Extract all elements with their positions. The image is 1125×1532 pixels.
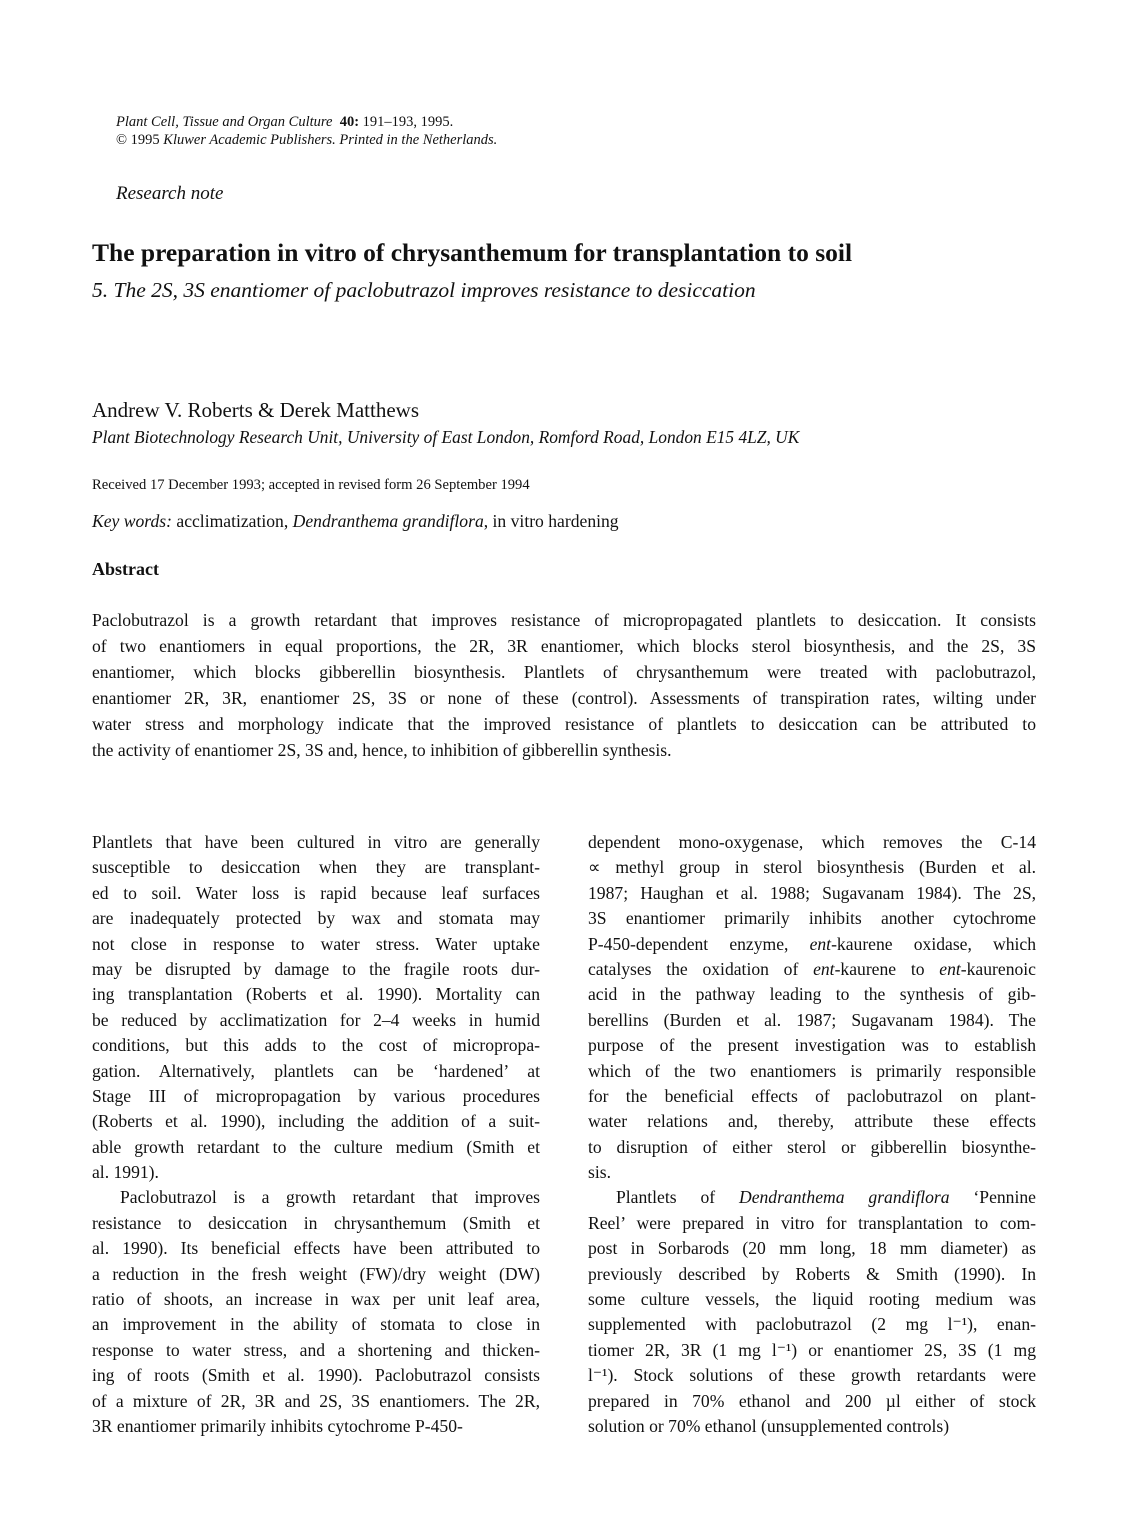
copyright-symbol: © <box>116 132 128 148</box>
paragraph <box>92 830 540 1185</box>
body-right-column <box>588 830 1036 1439</box>
text-line: sis. <box>588 1162 611 1183</box>
text-line: P-450-dependent enzyme, ent-kaurene oxidase, which <box>588 933 1036 954</box>
text-line: 3R enantiomer primarily inhibits cytochrome P-450- <box>92 1415 463 1436</box>
body-left-column <box>92 830 540 1439</box>
text-line: Paclobutrazol is a growth retardant that improves resistance of micropropagated plantlets to desiccation. It consists <box>92 610 1036 630</box>
text-line: are inadequately protected by wax and stomata may <box>92 908 540 929</box>
text-line: Stage III of micropropagation by various procedures <box>92 1085 540 1106</box>
text-line: dependent mono-oxygenase, which removes the C-14 <box>588 832 1036 852</box>
copyright-line <box>116 131 497 149</box>
text-line: enantiomer 2R, 3R, enantiomer 2S, 3S or none of these (control). Assessments of transpiration rates, wilting under <box>92 688 1036 708</box>
paragraph <box>588 1185 1036 1439</box>
text-line: for the beneficial effects of paclobutrazol on plant- <box>588 1085 1036 1106</box>
text-line: an improvement in the ability of stomata to close in <box>92 1314 540 1335</box>
text-line: response to water stress, and a shortening and thicken- <box>92 1339 540 1360</box>
text-line: previously described by Roberts & Smith (1990). In <box>588 1263 1036 1284</box>
text-line: supplemented with paclobutrazol (2 mg l⁻¹), enan- <box>588 1314 1036 1335</box>
affiliation: Plant Biotechnology Research Unit, University of East London, Romford Road, London E15 4LZ, UK <box>92 427 800 447</box>
text-line: l⁻¹). Stock solutions of these growth retardants were <box>588 1365 1036 1386</box>
text-line: purpose of the present investigation was to establish <box>588 1035 1036 1056</box>
keywords-text: acclimatization, Dendranthema grandiflora, in vitro hardening <box>171 511 619 531</box>
text-line: susceptible to desiccation when they are transplant- <box>92 857 540 878</box>
journal-pages: 191–193, 1995. <box>362 114 454 130</box>
text-line: be reduced by acclimatization for 2–4 weeks in humid <box>92 1009 540 1030</box>
section-label: Research note <box>116 183 224 204</box>
text-line: ed to soil. Water loss is rapid because leaf surfaces <box>92 882 540 903</box>
text-line: prepared in 70% ethanol and 200 µl either of stock <box>588 1390 1036 1411</box>
text-line: water relations and, thereby, attribute these effects <box>588 1111 1036 1132</box>
text-line: Paclobutrazol is a growth retardant that improves <box>120 1187 540 1208</box>
text-line: berellins (Burden et al. 1987; Sugavanam 1984). The <box>588 1009 1036 1030</box>
keywords-label: Key words: <box>92 511 172 531</box>
text-line: Plantlets that have been cultured in vitro are generally <box>92 832 540 852</box>
abstract-heading: Abstract <box>92 559 159 579</box>
text-line: a reduction in the fresh weight (FW)/dry weight (DW) <box>92 1263 540 1284</box>
text-line: solution or 70% ethanol (unsupplemented controls) <box>588 1415 950 1436</box>
text-line: of a mixture of 2R, 3R and 2S, 3S enantiomers. The 2R, <box>92 1390 540 1411</box>
journal-citation <box>116 113 453 131</box>
text-line: post in Sorbarods (20 mm long, 18 mm diameter) as <box>588 1238 1036 1259</box>
received-dates: Received 17 December 1993; accepted in revised form 26 September 1994 <box>92 477 530 493</box>
paper-subtitle: 5. The 2S, 3S enantiomer of paclobutrazol improves resistance to desiccation <box>92 278 756 302</box>
text-line: 1987; Haughan et al. 1988; Sugavanam 1984). The 2S, <box>588 882 1036 903</box>
text-line: acid in the pathway leading to the synthesis of gib- <box>588 984 1036 1005</box>
text-line: ing of roots (Smith et al. 1990). Paclobutrazol consists <box>92 1365 540 1386</box>
text-line: which of the two enantiomers is primarily responsible <box>588 1060 1036 1081</box>
paragraph <box>588 830 1036 1185</box>
text-line: of two enantiomers in equal proportions, the 2R, 3R enantiomer, which blocks sterol biosynthesis, and the 2S, 3S <box>92 636 1036 656</box>
authors: Andrew V. Roberts & Derek Matthews <box>92 398 420 422</box>
text-line: al. 1991). <box>92 1162 159 1183</box>
publisher: Kluwer Academic Publishers. Printed in the Netherlands. <box>163 132 498 148</box>
journal-name: Plant Cell, Tissue and Organ Culture <box>116 114 333 130</box>
text-line: ∝ methyl group in sterol biosynthesis (Burden et al. <box>588 857 1036 878</box>
text-line: al. 1990). Its beneficial effects have been attributed to <box>92 1238 540 1259</box>
keywords <box>92 511 619 532</box>
text-line: ing transplantation (Roberts et al. 1990). Mortality can <box>92 984 540 1005</box>
text-line: (Roberts et al. 1990), including the addition of a suit- <box>92 1111 540 1132</box>
text-line: water stress and morphology indicate that the improved resistance of plantlets to desiccation can be attributed to <box>92 714 1036 734</box>
text-line: to disruption of either sterol or gibberellin biosynthe- <box>588 1136 1036 1157</box>
copyright-year: 1995 <box>130 132 160 148</box>
text-line: the activity of enantiomer 2S, 3S and, hence, to inhibition of gibberellin synthesis. <box>92 740 672 760</box>
text-line: resistance to desiccation in chrysanthemum (Smith et <box>92 1212 540 1233</box>
text-line: enantiomer, which blocks gibberellin biosynthesis. Plantlets of chrysanthemum were treated with paclobutrazol, <box>92 662 1036 682</box>
text-line: catalyses the oxidation of ent-kaurene to ent-kaurenoic <box>588 958 1036 979</box>
text-line: Reel’ were prepared in vitro for transplantation to com- <box>588 1212 1036 1233</box>
text-line: not close in response to water stress. Water uptake <box>92 933 540 954</box>
paper-title: The preparation in vitro of chrysanthemum for transplantation to soil <box>92 238 853 267</box>
text-line: tiomer 2R, 3R (1 mg l⁻¹) or enantiomer 2S, 3S (1 mg <box>588 1339 1036 1360</box>
journal-volume: 40: <box>339 114 360 130</box>
text-line: may be disrupted by damage to the fragile roots dur- <box>92 958 540 979</box>
abstract-body <box>92 607 1036 763</box>
text-line: gation. Alternatively, plantlets can be ‘hardened’ at <box>92 1060 540 1081</box>
text-line: ratio of shoots, an increase in wax per unit leaf area, <box>92 1289 540 1310</box>
text-line: some culture vessels, the liquid rooting medium was <box>588 1289 1036 1310</box>
text-line: 3S enantiomer primarily inhibits another cytochrome <box>588 908 1036 929</box>
paragraph <box>92 1185 540 1439</box>
text-line: Plantlets of Dendranthema grandiflora ‘Pennine <box>616 1187 1036 1208</box>
text-line: conditions, but this adds to the cost of micropropa- <box>92 1035 540 1056</box>
text-line: able growth retardant to the culture medium (Smith et <box>92 1136 540 1157</box>
